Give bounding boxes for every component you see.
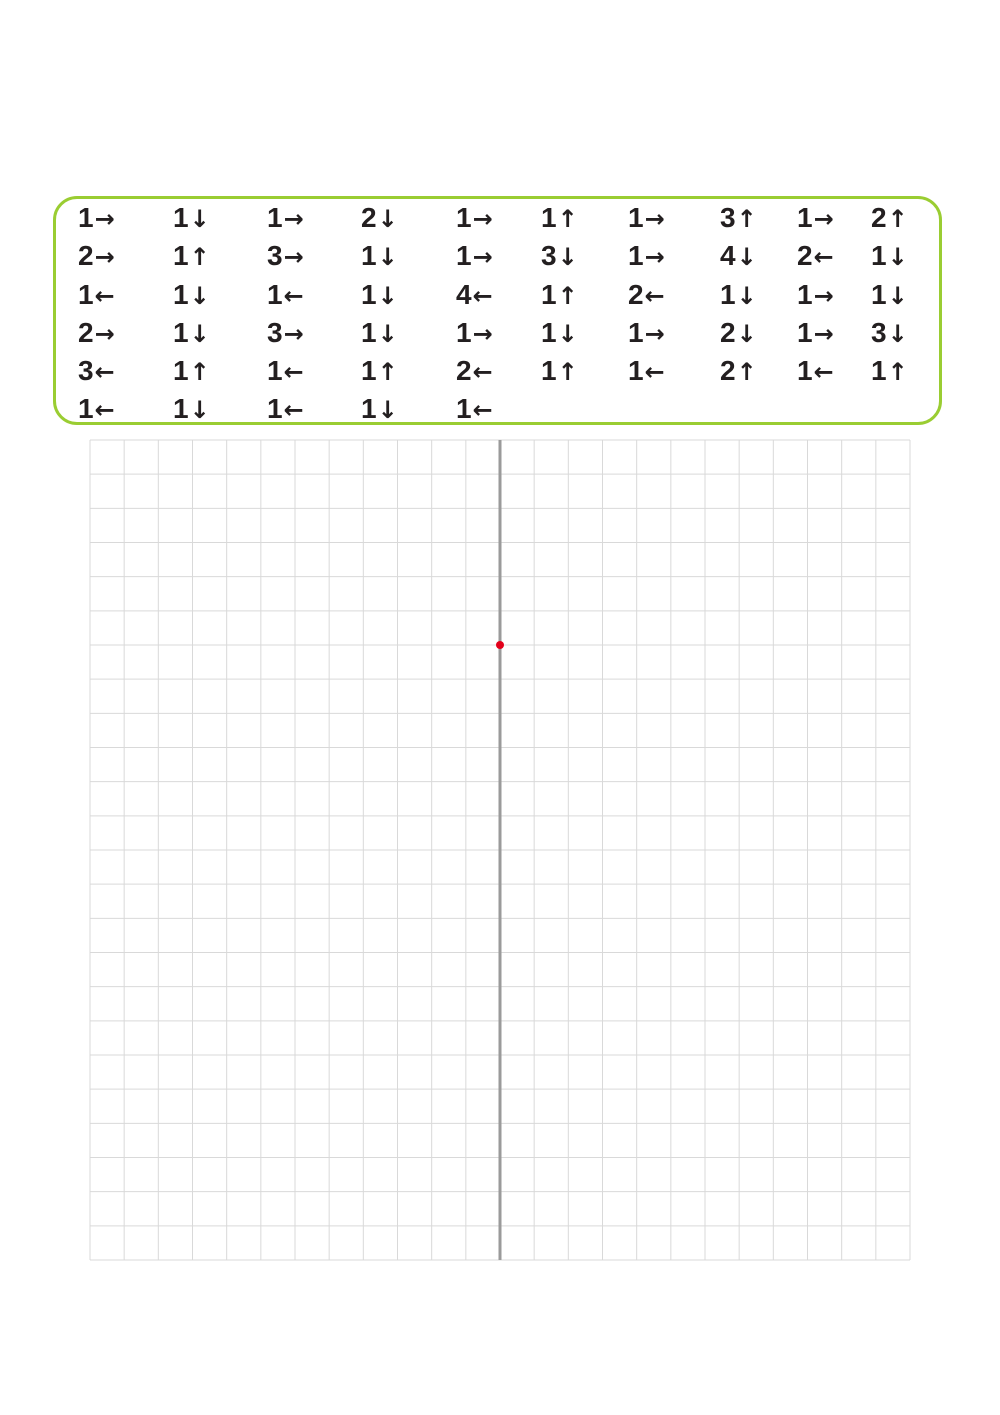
arrow-left-icon: ← xyxy=(283,358,304,386)
arrow-down-icon: ↓ xyxy=(189,320,210,348)
instruction-steps: 1 xyxy=(361,240,377,271)
arrow-left-icon: ← xyxy=(644,282,665,310)
arrow-down-icon: ↓ xyxy=(736,243,757,271)
arrow-down-icon: ↓ xyxy=(377,320,398,348)
arrow-down-icon: ↓ xyxy=(736,282,757,310)
instruction-steps: 1 xyxy=(267,393,283,424)
arrow-down-icon: ↓ xyxy=(887,243,908,271)
arrow-up-icon: ↑ xyxy=(189,243,210,271)
arrow-left-icon: ← xyxy=(283,396,304,424)
instruction-steps: 1 xyxy=(267,355,283,386)
instruction-steps: 3 xyxy=(267,317,283,348)
arrow-down-icon: ↓ xyxy=(377,205,398,233)
instruction-steps: 1 xyxy=(361,279,377,310)
arrow-right-icon: → xyxy=(283,320,304,348)
arrow-left-icon: ← xyxy=(644,358,665,386)
instruction-steps: 1 xyxy=(267,279,283,310)
arrow-down-icon: ↓ xyxy=(736,320,757,348)
instruction-steps: 2 xyxy=(456,355,472,386)
instruction-steps: 1 xyxy=(173,355,189,386)
instruction-steps: 3 xyxy=(541,240,557,271)
instruction-steps: 1 xyxy=(541,355,557,386)
instruction-steps: 4 xyxy=(456,279,472,310)
arrow-down-icon: ↓ xyxy=(887,282,908,310)
instruction-steps: 1 xyxy=(173,393,189,424)
start-point-dot xyxy=(496,641,504,649)
instruction-steps: 3 xyxy=(871,317,887,348)
arrow-right-icon: → xyxy=(644,205,665,233)
arrow-up-icon: ↑ xyxy=(557,205,578,233)
arrow-right-icon: → xyxy=(813,320,834,348)
arrow-down-icon: ↓ xyxy=(189,282,210,310)
arrow-up-icon: ↑ xyxy=(377,358,398,386)
arrow-left-icon: ← xyxy=(472,282,493,310)
instruction-steps: 1 xyxy=(78,202,94,233)
instruction-steps: 1 xyxy=(541,279,557,310)
arrow-down-icon: ↓ xyxy=(377,396,398,424)
arrow-right-icon: → xyxy=(283,243,304,271)
instruction-steps: 1 xyxy=(456,240,472,271)
instruction-steps: 1 xyxy=(173,202,189,233)
instruction-steps: 1 xyxy=(541,317,557,348)
instruction-steps: 1 xyxy=(361,317,377,348)
instruction-steps: 1 xyxy=(173,240,189,271)
instruction-steps: 1 xyxy=(628,355,644,386)
arrow-left-icon: ← xyxy=(472,358,493,386)
arrow-up-icon: ↑ xyxy=(557,358,578,386)
arrow-right-icon: → xyxy=(94,205,115,233)
arrow-up-icon: ↑ xyxy=(736,205,757,233)
arrow-right-icon: → xyxy=(644,243,665,271)
arrow-down-icon: ↓ xyxy=(377,282,398,310)
arrow-left-icon: ← xyxy=(472,396,493,424)
arrow-right-icon: → xyxy=(283,205,304,233)
instruction-steps: 3 xyxy=(720,202,736,233)
arrow-down-icon: ↓ xyxy=(189,396,210,424)
arrow-left-icon: ← xyxy=(94,282,115,310)
instruction-steps: 1 xyxy=(78,393,94,424)
arrow-right-icon: → xyxy=(472,205,493,233)
arrow-down-icon: ↓ xyxy=(887,320,908,348)
instruction-steps: 1 xyxy=(173,317,189,348)
arrow-right-icon: → xyxy=(813,282,834,310)
arrow-left-icon: ← xyxy=(94,396,115,424)
arrow-down-icon: ↓ xyxy=(377,243,398,271)
instruction-steps: 2 xyxy=(871,202,887,233)
instruction-steps: 1 xyxy=(456,317,472,348)
instruction-steps: 3 xyxy=(267,240,283,271)
arrow-up-icon: ↑ xyxy=(887,358,908,386)
instruction-steps: 1 xyxy=(173,279,189,310)
arrow-up-icon: ↑ xyxy=(736,358,757,386)
instruction-steps: 1 xyxy=(797,279,813,310)
instruction-steps: 2 xyxy=(628,279,644,310)
instruction-steps: 4 xyxy=(720,240,736,271)
arrow-left-icon: ← xyxy=(283,282,304,310)
instruction-steps: 1 xyxy=(628,240,644,271)
instruction-steps: 1 xyxy=(78,279,94,310)
instruction-steps: 2 xyxy=(720,317,736,348)
instruction-steps: 1 xyxy=(720,279,736,310)
arrow-left-icon: ← xyxy=(94,358,115,386)
instruction-steps: 1 xyxy=(628,317,644,348)
arrow-up-icon: ↑ xyxy=(887,205,908,233)
instruction-steps: 1 xyxy=(361,355,377,386)
arrow-right-icon: → xyxy=(94,243,115,271)
instruction-steps: 2 xyxy=(720,355,736,386)
instruction-steps: 1 xyxy=(797,317,813,348)
instruction-steps: 1 xyxy=(456,393,472,424)
arrow-left-icon: ← xyxy=(813,358,834,386)
instruction-steps: 1 xyxy=(361,393,377,424)
arrow-up-icon: ↑ xyxy=(189,358,210,386)
instruction-steps: 1 xyxy=(541,202,557,233)
instruction-steps: 1 xyxy=(267,202,283,233)
instruction-steps: 1 xyxy=(871,355,887,386)
arrow-right-icon: → xyxy=(644,320,665,348)
instruction-steps: 2 xyxy=(78,317,94,348)
arrow-right-icon: → xyxy=(94,320,115,348)
instruction-steps: 1 xyxy=(456,202,472,233)
instruction-steps: 1 xyxy=(628,202,644,233)
arrow-right-icon: → xyxy=(472,320,493,348)
instruction-steps: 1 xyxy=(871,279,887,310)
instruction-steps: 3 xyxy=(78,355,94,386)
instruction-steps: 2 xyxy=(797,240,813,271)
arrow-left-icon: ← xyxy=(813,243,834,271)
instruction-steps: 2 xyxy=(78,240,94,271)
arrow-right-icon: → xyxy=(813,205,834,233)
arrow-right-icon: → xyxy=(472,243,493,271)
instruction-steps: 1 xyxy=(797,202,813,233)
instruction-steps: 2 xyxy=(361,202,377,233)
instruction-steps: 1 xyxy=(797,355,813,386)
arrow-down-icon: ↓ xyxy=(557,243,578,271)
arrow-down-icon: ↓ xyxy=(557,320,578,348)
arrow-down-icon: ↓ xyxy=(189,205,210,233)
arrow-up-icon: ↑ xyxy=(557,282,578,310)
instruction-steps: 1 xyxy=(871,240,887,271)
